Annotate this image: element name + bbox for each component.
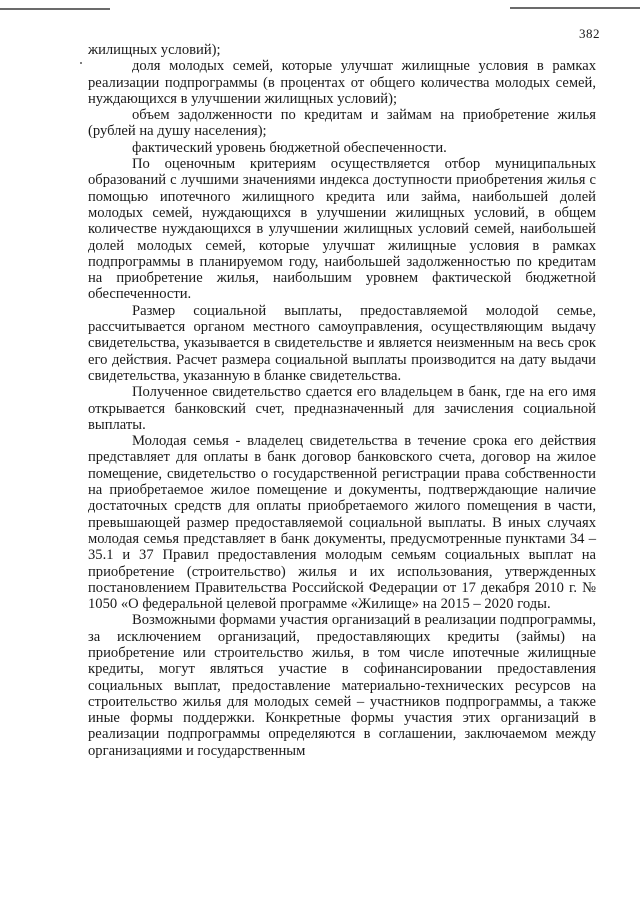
paragraph-family-documents: Молодая семья - владелец свидетельства в течение срока его действия представляет для оплаты в банк договор банковского счета, договор на жилое помещение, свидетельство о государственной регистрации права собственности на приобретаемое жилое помещение и документы, подтверждающие наличие достаточных средств для оплаты приобретаемого жилого помещения в части, превышающей размер предоставляемой социальной выплаты. В иных случаях молодая семья представляет в банк документы, предусмотренные пунктами 34 – 35.1 и 37 Правил предоставления молодым семьям социальных выплат на приобретение (строительство) жилья и их использования, утвержденных постановлением Правительства Российской Федерации от 17 декабря 2010 г. № 1050 «О федеральной целевой программе «Жилище» на 2015 – 2020 годы. (88, 433, 596, 613)
paragraph-young-families-share: доля молодых семей, которые улучшат жилищные условия в рамках реализации подпрограммы (в процентах от общего количества молодых семей, нуждающихся в улучшении жилищных условий); (88, 58, 596, 107)
page-number: 382 (579, 26, 600, 41)
paragraph-continuation: жилищных условий); (88, 42, 221, 58)
paragraph-payment-size: Размер социальной выплаты, предоставляемой молодой семье, рассчитывается органом местного самоуправления, осуществляющим выдачу свидетельства, указывается в свидетельстве и является неизменным на весь срок его действия. Расчет размера социальной выплаты производится на дату выдачи свидетельства, указанную в бланке свидетельства. (88, 302, 596, 384)
paragraph-loan-debt: объем задолженности по кредитам и займам на приобретение жилья (рублей на душу населения); (88, 107, 596, 140)
paragraph-certificate-bank: Полученное свидетельство сдается его владельцем в банк, где на его имя открывается банковский счет, предназначенный для зачисления социальной выплаты. (88, 384, 596, 433)
paragraph-budget-level: фактический уровень бюджетной обеспеченности. (132, 139, 447, 156)
paragraph-organization-participation: Возможными формами участия организаций в реализации подпрограммы, за исключением организаций, предоставляющих кредиты (займы) на приобретение или строительство жилья, в том числе ипотечные жилищные кредиты, могут являться участие в софинансировании предоставления социальных выплат, предоставление материально-технических ресурсов на строительство жилья для молодых семей – участников подпрограммы, а также иные формы поддержки. Конкретные формы участия этих организаций в реализации подпрограммы определяются в соглашении, заключаемом между организациями и государственным (88, 612, 596, 759)
scan-edge-mark-right (510, 7, 640, 9)
paragraph-selection-criteria: По оценочным критериям осуществляется отбор муниципальных образований с лучшими значениями индекса доступности приобретения жилья с помощью ипотечного жилищного кредита или займа, наибольшей долей молодых семей, нуждающихся в улучшении жилищных условий, в общем количестве нуждающихся в улучшении жилищных условий семей, наибольшей долей молодых семей, которые улучшат жилищные условия в рамках подпрограммы в планируемом году, наибольшей задолженностью по кредитам на приобретение жилья, наибольшим уровнем фактической бюджетной обеспеченности. (88, 156, 596, 303)
scan-edge-mark-left (0, 8, 110, 10)
scan-speck (80, 62, 82, 64)
document-body (88, 42, 596, 759)
